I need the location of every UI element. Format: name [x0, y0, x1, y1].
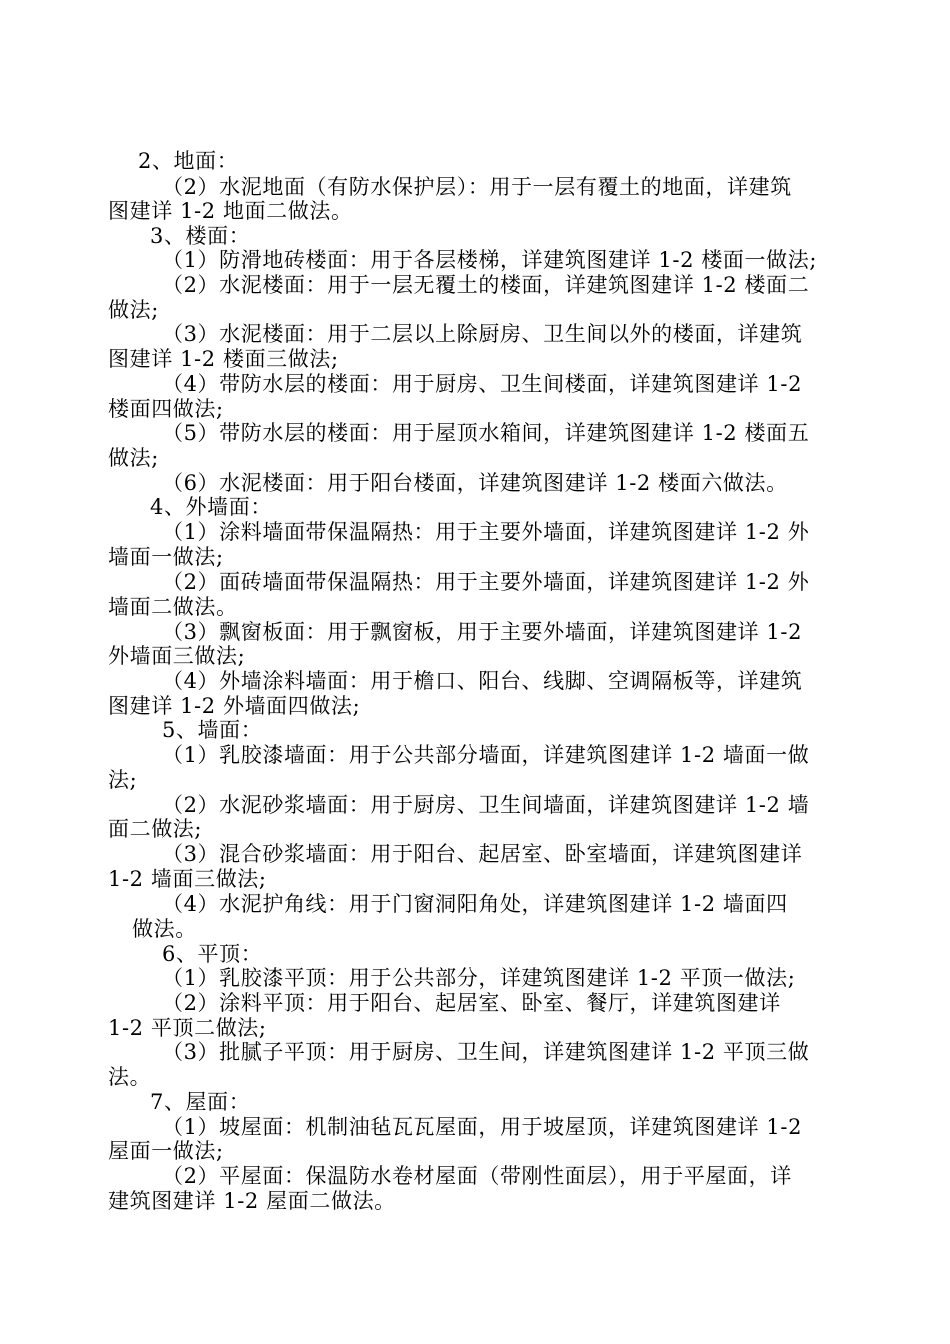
text-line: （2）面砖墙面带保温隔热：用于主要外墙面，详建筑图建详 1-2 外	[162, 570, 810, 594]
text-line: （1）乳胶漆墙面：用于公共部分墙面，详建筑图建详 1-2 墙面一做	[162, 743, 810, 767]
text-line: （2）水泥楼面：用于一层无覆土的楼面，详建筑图建详 1-2 楼面二	[162, 273, 810, 297]
text-line: （5）带防水层的楼面：用于屋顶水箱间，详建筑图建详 1-2 楼面五	[162, 421, 810, 445]
heading-floor: 3、楼面：	[150, 224, 251, 248]
text-line: 建筑图建详 1-2 屋面二做法。	[108, 1189, 396, 1213]
heading-exterior-wall: 4、外墙面：	[150, 495, 272, 519]
text-line: 面二做法;	[108, 817, 203, 841]
text-line: 墙面二做法。	[108, 595, 238, 619]
text-line: 楼面四做法;	[108, 397, 224, 421]
heading-ground: 2、地面：	[138, 149, 239, 173]
text-line: （3）混合砂浆墙面：用于阳台、起居室、卧室墙面，详建筑图建详	[162, 842, 803, 866]
text-line: 外墙面三做法;	[108, 644, 246, 668]
text-line: （4）带防水层的楼面：用于厨房、卫生间楼面，详建筑图建详 1-2	[162, 372, 803, 396]
text-line: 图建详 1-2 地面二做法。	[108, 199, 353, 223]
text-line: 法。	[108, 1065, 152, 1089]
text-line: （2）水泥砂浆墙面：用于厨房、卫生间墙面，详建筑图建详 1-2 墙	[162, 793, 810, 817]
text-line: 图建详 1-2 楼面三做法;	[108, 347, 339, 371]
text-line: （2）水泥地面（有防水保护层）：用于一层有覆土的地面，详建筑	[162, 175, 792, 199]
text-line: 1-2 平顶二做法;	[108, 1016, 267, 1040]
text-line: （2）平屋面：保温防水卷材屋面（带刚性面层），用于平屋面，详	[162, 1164, 792, 1188]
text-line: 屋面一做法;	[108, 1139, 224, 1163]
text-line: （3）飘窗板面：用于飘窗板，用于主要外墙面，详建筑图建详 1-2	[162, 620, 803, 644]
text-line: 做法。	[132, 917, 197, 941]
text-line: （6）水泥楼面：用于阳台楼面，详建筑图建详 1-2 楼面六做法。	[162, 471, 788, 495]
text-line: （3）批腻子平顶：用于厨房、卫生间，详建筑图建详 1-2 平顶三做	[162, 1040, 810, 1064]
heading-ceiling: 6、平顶：	[162, 942, 263, 966]
text-line: （4）外墙涂料墙面：用于檐口、阳台、线脚、空调隔板等，详建筑	[162, 669, 803, 693]
text-line: （1）乳胶漆平顶：用于公共部分，详建筑图建详 1-2 平顶一做法;	[162, 966, 796, 990]
heading-roof: 7、屋面：	[150, 1090, 251, 1114]
text-line: 法;	[108, 768, 138, 792]
text-line: （3）水泥楼面：用于二层以上除厨房、卫生间以外的楼面，详建筑	[162, 322, 803, 346]
text-line: （1）防滑地砖楼面：用于各层楼梯，详建筑图建详 1-2 楼面一做法;	[162, 248, 818, 272]
heading-wall: 5、墙面：	[162, 718, 263, 742]
text-line: 图建详 1-2 外墙面四做法;	[108, 694, 361, 718]
text-line: 1-2 墙面三做法;	[108, 867, 267, 891]
text-line: 做法;	[108, 446, 159, 470]
text-line: 做法;	[108, 298, 159, 322]
text-line: 墙面一做法;	[108, 545, 224, 569]
text-line: （2）涂料平顶：用于阳台、起居室、卧室、餐厅，详建筑图建详	[162, 991, 781, 1015]
text-line: （1）坡屋面：机制油毡瓦瓦屋面，用于坡屋顶，详建筑图建详 1-2	[162, 1115, 803, 1139]
text-line: （4）水泥护角线：用于门窗洞阳角处，详建筑图建详 1-2 墙面四	[162, 892, 788, 916]
text-line: （1）涂料墙面带保温隔热：用于主要外墙面，详建筑图建详 1-2 外	[162, 520, 810, 544]
